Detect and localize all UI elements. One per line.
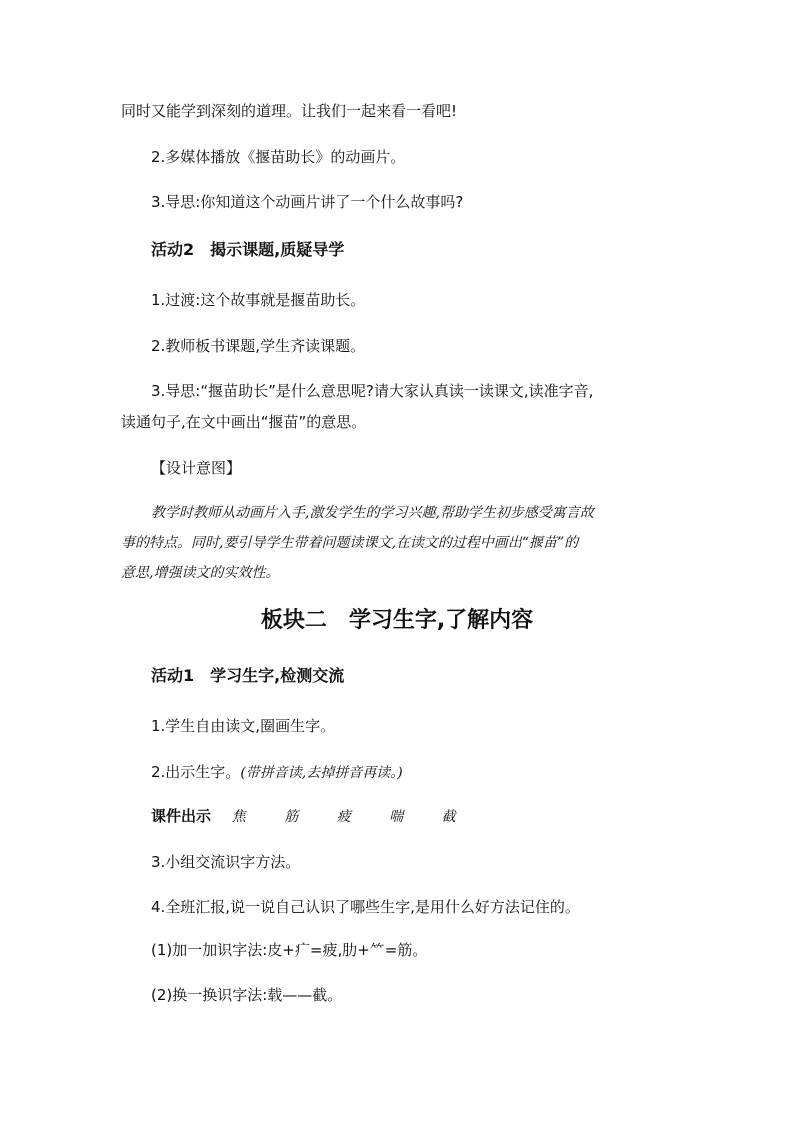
character-chuan: 喘 (389, 809, 404, 825)
a2-step-2-text: 2.教师板书课题,学生齐读课题。 (151, 337, 366, 355)
method-1-text: (1)加一加识字法:皮+疒=疲,肋+⺮=筋。 (151, 941, 428, 959)
design-intent-line-1: 教学时教师从动画片入手,激发学生的学习兴趣,帮助学生初步感受寓言故 (151, 505, 594, 521)
intro-tail-text: 同时又能学到深刻的道理。让我们一起来看一看吧! (121, 102, 458, 120)
b2-step-3-text: 3.小组交流识字方法。 (151, 853, 301, 871)
block-2-title: 板块二 学习生字,了解内容 (260, 608, 534, 633)
design-intent-line-2: 事的特点。同时,要引导学生带着问题读课文,在读文的过程中画出“揠苗”的 (121, 535, 579, 551)
courseware-characters (232, 807, 490, 827)
a2-step-1-text: 1.过渡:这个故事就是揠苗助长。 (151, 291, 366, 309)
activity-1-heading: 活动1 学习生字,检测交流 (151, 666, 345, 685)
a2-step-3-line-1: 3.导思:“揠苗助长”是什么意思呢?请大家认真读一读课文,读准字音, (151, 382, 594, 400)
b2-step-4-text: 4.全班汇报,说一说自己认识了哪些生字,是用什么好方法记住的。 (151, 898, 580, 916)
character-jiao: 焦 (231, 809, 246, 825)
character-pi: 疲 (336, 809, 351, 825)
a2-step-3-line-2: 读通句子,在文中画出“揠苗”的意思。 (121, 413, 367, 431)
design-intent-line-3: 意思,增强读文的实效性。 (121, 565, 280, 581)
b2-step-2-line (151, 762, 711, 783)
step-3-text: 3.导思:你知道这个动画片讲了一个什么故事吗? (151, 193, 464, 211)
design-intent-label: 【设计意图】 (151, 459, 242, 477)
courseware-label: 课件出示 (151, 807, 212, 825)
b2-step-2-text: 2.出示生字。 (151, 763, 241, 781)
character-jin: 筋 (284, 809, 299, 825)
method-2-text: (2)换一换识字法:载——截。 (151, 986, 343, 1004)
b2-step-1-text: 1.学生自由读文,圈画生字。 (151, 717, 336, 735)
character-jie: 截 (441, 809, 456, 825)
courseware-line (151, 806, 711, 827)
b2-step-2-note: (带拼音读,去掉拼音再读。) (240, 765, 403, 781)
activity-2-heading: 活动2 揭示课题,质疑导学 (151, 240, 345, 259)
step-2-text: 2.多媒体播放《揠苗助长》的动画片。 (151, 148, 406, 166)
